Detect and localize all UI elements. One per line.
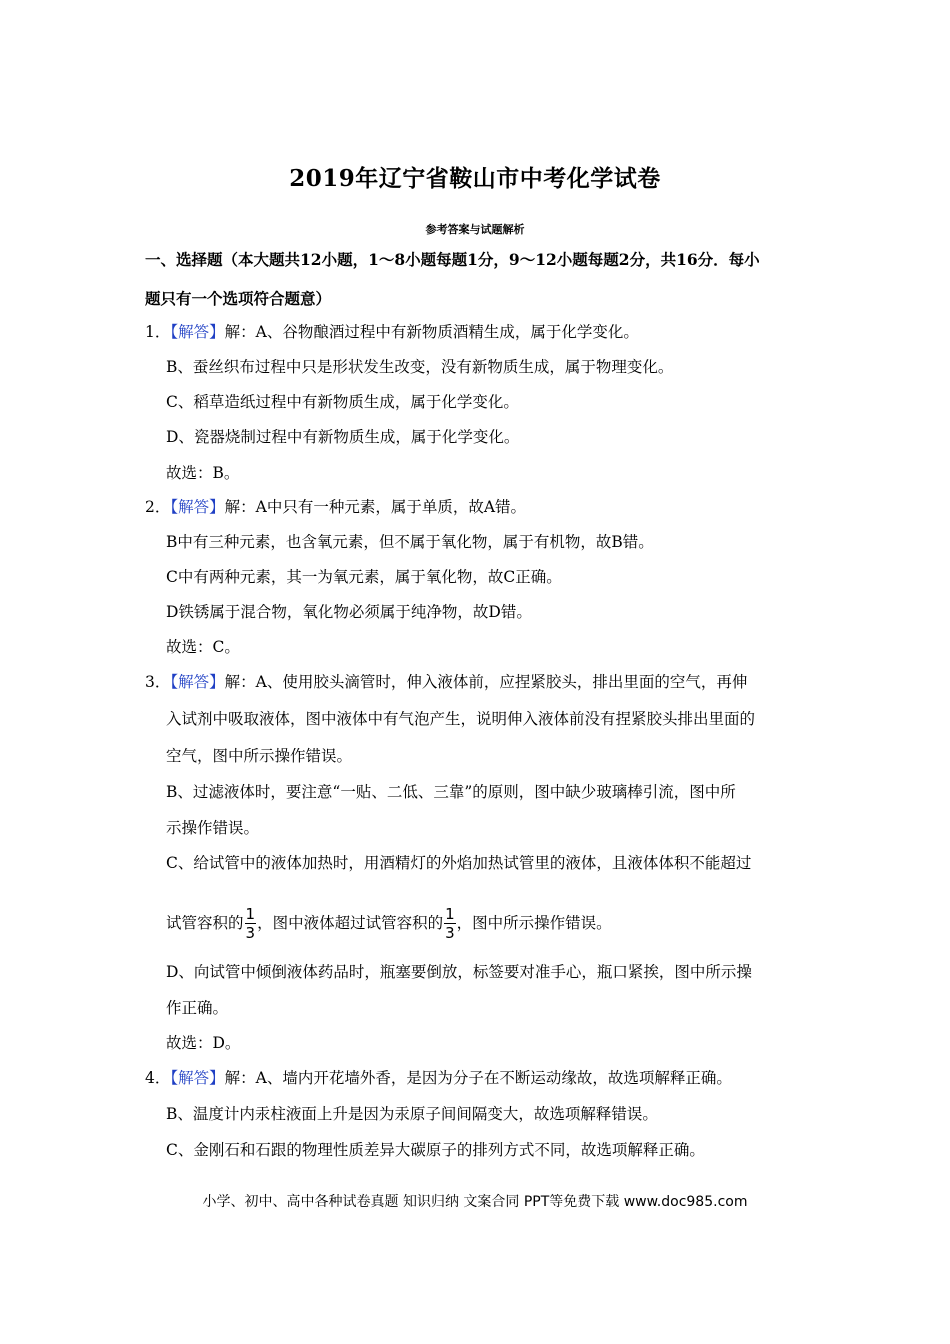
fraction-one-third-2 bbox=[444, 907, 456, 941]
q3-answer-tag: 【解答】 bbox=[170, 673, 225, 691]
fraction-one-third bbox=[245, 907, 257, 941]
fraction-numerator-2: 1 bbox=[445, 905, 455, 923]
q1-line2: B、蚕丝织布过程中只是形状发生改变，没有新物质生成，属于物理变化。 bbox=[166, 358, 674, 376]
q3-line3: 空气，图中所示操作错误。 bbox=[166, 747, 353, 765]
q4-line3: C、金刚石和石跟的物理性质差异大碳原子的排列方式不同，故选项解释正确。 bbox=[166, 1141, 705, 1159]
q4-line1 bbox=[145, 1068, 732, 1088]
q1-line4: D、瓷器烧制过程中有新物质生成，属于化学变化。 bbox=[166, 428, 520, 446]
section-heading-line1: 一、选择题（本大题共12小题，1～8小题每题1分，9～12小题每题2分，共16分．每小 bbox=[145, 250, 760, 269]
q3-text-1: 解：A、使用胶头滴管时，伸入液体前，应捏紧胶头，排出里面的空气，再伸 bbox=[224, 673, 748, 691]
q3-line7 bbox=[166, 905, 612, 941]
fraction-denominator: 3 bbox=[245, 924, 256, 942]
q2-answer-tag: 【解答】 bbox=[170, 498, 225, 516]
q3-line8: D、向试管中倾倒液体药品时，瓶塞要倒放，标签要对准手心，瓶口紧挨，图中所示操 bbox=[166, 963, 752, 981]
q3-text-7a: 试管容积的 bbox=[166, 914, 244, 932]
q3-line6: C、给试管中的液体加热时，用酒精灯的外焰加热试管里的液体，且液体体积不能超过 bbox=[166, 854, 752, 872]
q3-line4: B、过滤液体时，要注意“一贴、二低、三靠”的原则，图中缺少玻璃棒引流，图中所 bbox=[166, 783, 736, 801]
q3-line1 bbox=[145, 672, 747, 692]
q1-answer-tag: 【解答】 bbox=[170, 323, 225, 341]
q2-line1 bbox=[145, 497, 526, 517]
page-title: 2019年辽宁省鞍山市中考化学试卷 bbox=[289, 165, 661, 192]
q3-number: 3． bbox=[145, 673, 171, 691]
q1-line1 bbox=[145, 322, 639, 342]
q3-line10: 故选：D。 bbox=[166, 1034, 241, 1052]
q2-line5: 故选：C。 bbox=[166, 638, 240, 656]
q4-number: 4． bbox=[145, 1069, 171, 1087]
q1-text-1: 解：A、谷物酿酒过程中有新物质酒精生成，属于化学变化。 bbox=[224, 323, 639, 341]
q3-text-7b: ，图中液体超过试管容积的 bbox=[257, 914, 444, 932]
q3-line5: 示操作错误。 bbox=[166, 819, 260, 837]
q4-text-1: 解：A、墙内开花墙外香，是因为分子在不断运动缘故，故选项解释正确。 bbox=[224, 1069, 732, 1087]
q3-text-7c: ，图中所示操作错误。 bbox=[456, 914, 612, 932]
q2-line4: D铁锈属于混合物，氧化物必须属于纯净物，故D错。 bbox=[166, 603, 532, 621]
q3-line2: 入试剂中吸取液体，图中液体中有气泡产生，说明伸入液体前没有捏紧胶头排出里面的 bbox=[166, 710, 756, 728]
q1-line5: 故选：B。 bbox=[166, 464, 240, 482]
fraction-denominator-2: 3 bbox=[445, 924, 455, 942]
q1-line3: C、稻草造纸过程中有新物质生成，属于化学变化。 bbox=[166, 393, 519, 411]
q2-number: 2． bbox=[145, 498, 171, 516]
q2-text-1: 解：A中只有一种元素，属于单质，故A错。 bbox=[224, 498, 527, 516]
page-footer: 小学、初中、高中各种试卷真题 知识归纳 文案合同 PPT等免费下载 www.doc985.com bbox=[202, 1194, 748, 1210]
q3-line9: 作正确。 bbox=[166, 999, 229, 1017]
q1-number: 1． bbox=[145, 323, 171, 341]
q4-line2: B、温度计内汞柱液面上升是因为汞原子间间隔变大，故选项解释错误。 bbox=[166, 1105, 658, 1123]
q2-line2: B中有三种元素，也含氧元素，但不属于氧化物，属于有机物，故B错。 bbox=[166, 533, 654, 551]
page-subtitle: 参考答案与试题解析 bbox=[425, 223, 525, 236]
q4-answer-tag: 【解答】 bbox=[170, 1069, 225, 1087]
q2-line3: C中有两种元素，其一为氧元素，属于氧化物，故C正确。 bbox=[166, 568, 562, 586]
section-heading-line2: 题只有一个选项符合题意） bbox=[145, 289, 332, 308]
fraction-numerator: 1 bbox=[245, 905, 256, 923]
